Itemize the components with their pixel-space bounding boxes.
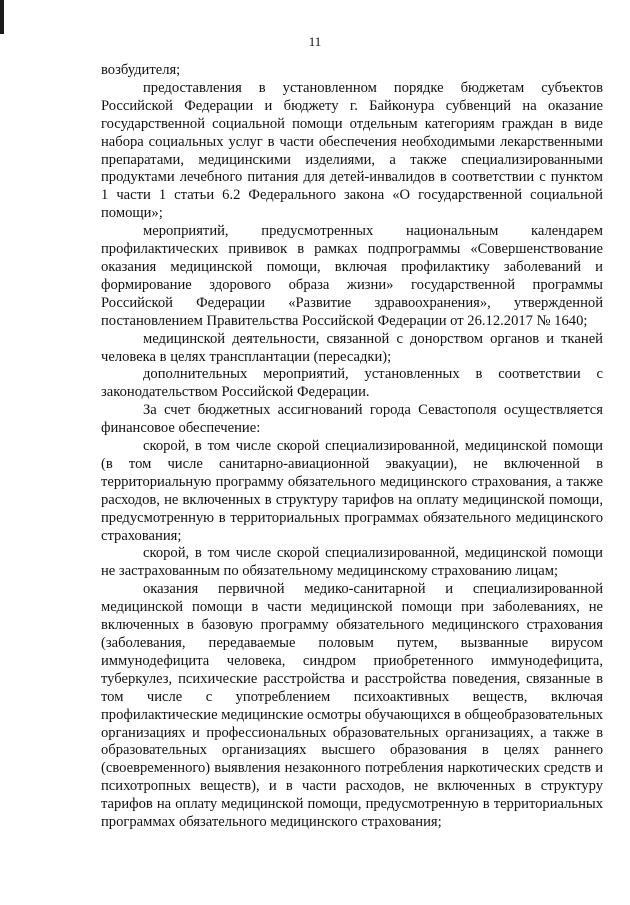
page-number: 11 xyxy=(308,34,322,49)
paragraph-emergency-care: скорой, в том числе скорой специализированной, медицинской помощи (в том числе санитарно-авиационной эвакуации), не включенной в территориальную программу обязательного медицинского страхования, а также расходов, не включенных в структуру тарифов на оплату медицинской помощи, предусмотренную в территориальных программах обязательного медицинского страхования; xyxy=(101,438,603,544)
paragraph-primary-care: оказания первичной медико-санитарной и специализированной медицинской помощи в части медицинской помощи при заболеваниях, не включенных в базовую программу обязательного медицинского страхования (заболевания, передаваемые половым путем, вызванные вирусом иммунодефицита человека, синдром приобретенного иммунодефицита, туберкулез, психические расстройства и расстройства поведения, связанные в том числе с употреблением психоактивных веществ, включая профилактические медицинские осмотры обучающихся в общеобразовательных организациях и профессиональных образовательных организациях, а также в образовательных организациях высшего образования в целях раннего (своевременного) выявления незаконного потребления наркотических средств и психотропных веществ), и в части расходов, не включенных в структуру тарифов на оплату медицинской помощи, предусмотренную в территориальных программах обязательного медицинского страхования; xyxy=(101,581,603,831)
paragraph-vaccination-calendar: мероприятий, предусмотренных национальным календарем профилактических прививок в рамках подпрограммы «Совершенствование оказания медицинской помощи, включая профилактику заболеваний и формирование здорового образа жизни» государственной программы Российской Федерации «Развитие здравоохранения», утвержденной постановлением Правительства Российской Федерации от 26.12.2017 № 1640; xyxy=(101,223,603,329)
document-body xyxy=(101,62,603,832)
paragraph-additional-measures: дополнительных мероприятий, установленных в соответствии с законодательством Российской Федерации. xyxy=(101,366,603,401)
paragraph-organ-donation: медицинской деятельности, связанной с донорством органов и тканей человека в целях трансплантации (пересадки); xyxy=(101,330,603,365)
paragraph-sevastopol-budget: За счет бюджетных ассигнований города Севастополя осуществляется финансовое обеспечение: xyxy=(101,402,603,437)
paragraph-subventions: предоставления в установленном порядке бюджетам субъектов Российской Федерации и бюджету г. Байконура субвенций на оказание государственной социальной помощи отдельным категориям граждан в виде набора социальных услуг в части обеспечения необходимыми лекарственными препаратами, медицинскими изделиями, а также специализированными продуктами лечебного питания для детей-инвалидов в соответствии с пунктом 1 части 1 статьи 6.2 Федерального закона «О государственной социальной помощи»; xyxy=(101,79,603,222)
paragraph-continuation: возбудителя; xyxy=(101,62,181,78)
scan-edge-mark xyxy=(0,0,4,34)
paragraph-uninsured-emergency: скорой, в том числе скорой специализированной, медицинской помощи не застрахованным по обязательному медицинскому страхованию лицам; xyxy=(101,545,603,580)
